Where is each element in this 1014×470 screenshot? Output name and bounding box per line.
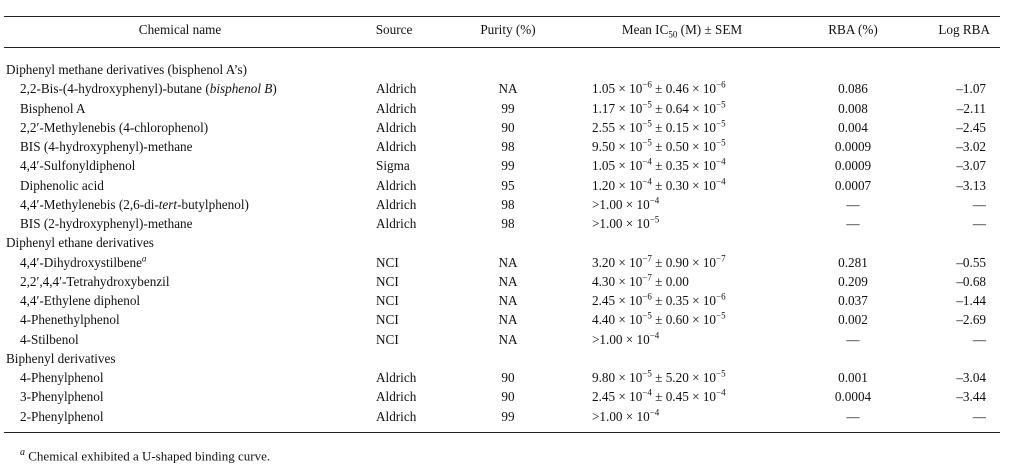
table-row bbox=[0, 272, 1014, 291]
cell-rba: 0.001 bbox=[838, 370, 868, 385]
table-row bbox=[0, 99, 1014, 118]
cell-ic50: $2.45 \times 10^{-4} \pm 0.45 \times 10^{-4}$ bbox=[592, 387, 726, 405]
cell-chemical-name: 4,4′-Sulfonyldiphenol bbox=[20, 158, 136, 174]
cell-ic50: $1.05 \times 10^{-6} \pm 0.46 \times 10^{-6}$ bbox=[592, 79, 726, 97]
cell-rba: 0.0004 bbox=[834, 389, 872, 405]
cell-ic50: $4.40 \times 10^{-5} \pm 0.60 \times 10^{-5}$ bbox=[592, 310, 726, 328]
cell-ic50: $9.80 \times 10^{-5} \pm 5.20 \times 10^{-5}$ bbox=[592, 368, 726, 385]
cell-rba: 0.037 bbox=[838, 293, 868, 308]
header-purity: Purity (%) bbox=[480, 22, 536, 37]
header-rba: RBA (%) bbox=[828, 22, 878, 37]
cell-purity: 98 bbox=[501, 216, 515, 231]
cell-source: Aldrich bbox=[376, 408, 417, 424]
cell-ic50: $>1.00 \times 10^{-4}$ bbox=[592, 330, 660, 347]
header-source: Source bbox=[375, 22, 413, 37]
cell-ic50: $1.20 \times 10^{-4} \pm 0.30 \times 10^{-4}$ bbox=[592, 176, 726, 193]
cell-rba: — bbox=[846, 408, 860, 424]
cell-chemical-name: Bisphenol A bbox=[20, 100, 86, 116]
cell-purity: 90 bbox=[501, 389, 515, 405]
top-rule bbox=[4, 16, 1000, 17]
cell-log-rba: –1.07 bbox=[956, 81, 986, 97]
cell-rba: 0.0007 bbox=[834, 177, 872, 193]
footnote bbox=[20, 444, 270, 465]
cell-chemical-name: Diphenolic acid bbox=[20, 177, 104, 193]
cell-chemical-name: 4-Phenylphenol bbox=[20, 370, 104, 385]
cell-log-rba: –3.13 bbox=[956, 177, 986, 193]
cell-chemical-name: 4,4′-Methylenebis (2,6-di-tert-butylphenol) bbox=[20, 196, 249, 212]
cell-purity: 90 bbox=[501, 119, 515, 135]
cell-rba: 0.209 bbox=[838, 273, 868, 289]
header-ic50: Mean $IC_{50}$ (M) ± SEM bbox=[621, 22, 743, 40]
header-rule bbox=[4, 47, 1000, 48]
table-row bbox=[0, 176, 1014, 195]
cell-purity: 99 bbox=[501, 158, 515, 174]
cell-rba: — bbox=[846, 196, 860, 212]
cell-source: Aldrich bbox=[376, 389, 417, 405]
cell-rba: — bbox=[846, 216, 860, 231]
footnote-text: Chemical exhibited a U-shaped binding curve. bbox=[28, 448, 271, 464]
cell-purity: 99 bbox=[501, 408, 515, 424]
cell-source: Aldrich bbox=[376, 81, 417, 97]
cell-source: Aldrich bbox=[376, 139, 417, 154]
cell-ic50: $2.55 \times 10^{-5} \pm 0.15 \times 10^{-5}$ bbox=[592, 118, 726, 135]
table-row bbox=[0, 156, 1014, 175]
cell-rba: 0.002 bbox=[838, 312, 868, 328]
group-heading bbox=[0, 349, 1014, 368]
cell-rba: 0.086 bbox=[838, 81, 868, 97]
group-heading bbox=[0, 60, 1014, 79]
cell-chemical-name: 3-Phenylphenol bbox=[20, 389, 104, 405]
table-row bbox=[0, 195, 1014, 214]
table-row bbox=[0, 79, 1014, 98]
cell-ic50: $4.30 \times 10^{-7} \pm 0.00$ bbox=[592, 272, 689, 289]
cell-source: Aldrich bbox=[376, 370, 417, 385]
table-row bbox=[0, 137, 1014, 156]
cell-log-rba: –1.44 bbox=[956, 293, 986, 308]
cell-chemical-name: 2,2-Bis-(4-hydroxyphenyl)-butane (bisphenol B) bbox=[20, 81, 277, 97]
cell-ic50: $>1.00 \times 10^{-4}$ bbox=[592, 407, 660, 424]
header-log-rba: Log RBA bbox=[938, 22, 990, 37]
cell-purity: 90 bbox=[501, 370, 515, 385]
cell-purity: 98 bbox=[501, 196, 515, 212]
cell-source: Sigma bbox=[376, 158, 410, 174]
cell-log-rba: –2.45 bbox=[956, 119, 986, 135]
table-row bbox=[0, 214, 1014, 233]
cell-ic50: $9.50 \times 10^{-5} \pm 0.50 \times 10^{-5}$ bbox=[592, 137, 726, 154]
cell-source: NCI bbox=[376, 331, 399, 347]
group-title: Diphenyl methane derivatives (bisphenol A’s) bbox=[6, 62, 247, 77]
cell-source: NCI bbox=[376, 312, 399, 328]
cell-source: Aldrich bbox=[376, 100, 417, 116]
cell-purity: NA bbox=[498, 81, 518, 97]
table-header bbox=[0, 19, 1014, 41]
cell-ic50: $>1.00 \times 10^{-5}$ bbox=[592, 214, 660, 231]
cell-rba: 0.281 bbox=[838, 254, 868, 270]
table-row bbox=[0, 407, 1014, 426]
group-title: Diphenyl ethane derivatives bbox=[6, 235, 154, 251]
cell-purity: 99 bbox=[501, 100, 515, 116]
table-row bbox=[0, 253, 1014, 272]
cell-log-rba: –3.04 bbox=[956, 370, 986, 385]
cell-chemical-name: 4-Stilbenol bbox=[20, 331, 79, 347]
cell-source: NCI bbox=[376, 273, 399, 289]
cell-rba: — bbox=[846, 331, 860, 347]
cell-purity: NA bbox=[498, 273, 518, 289]
footnote-mark: a bbox=[20, 447, 25, 458]
cell-rba: 0.0009 bbox=[834, 158, 872, 174]
cell-rba: 0.004 bbox=[838, 119, 868, 135]
cell-source: Aldrich bbox=[376, 196, 417, 212]
table-row bbox=[0, 310, 1014, 329]
header-chemical-name: Chemical name bbox=[138, 22, 222, 37]
cell-purity: NA bbox=[498, 312, 518, 328]
cell-source: NCI bbox=[376, 254, 399, 270]
cell-ic50: $>1.00 \times 10^{-4}$ bbox=[592, 195, 660, 212]
cell-log-rba: –2.11 bbox=[956, 100, 986, 116]
cell-purity: 95 bbox=[501, 177, 515, 193]
cell-log-rba: –0.55 bbox=[956, 254, 986, 270]
group-title: Biphenyl derivatives bbox=[6, 350, 116, 366]
cell-log-rba: –3.02 bbox=[956, 139, 986, 154]
table-row bbox=[0, 387, 1014, 406]
table-row bbox=[0, 118, 1014, 137]
cell-purity: NA bbox=[498, 331, 518, 347]
cell-source: Aldrich bbox=[376, 177, 417, 193]
cell-ic50: $2.45 \times 10^{-6} \pm 0.35 \times 10^{-6}$ bbox=[592, 291, 726, 308]
cell-source: Aldrich bbox=[376, 119, 417, 135]
cell-log-rba: — bbox=[972, 408, 986, 424]
table-row bbox=[0, 368, 1014, 387]
cell-chemical-name: BIS (2-hydroxyphenyl)-methane bbox=[20, 216, 193, 231]
cell-log-rba: — bbox=[972, 196, 986, 212]
cell-purity: 98 bbox=[501, 139, 515, 154]
table-row bbox=[0, 330, 1014, 349]
cell-chemical-name: 2,2′-Methylenebis (4-chlorophenol) bbox=[20, 119, 209, 135]
cell-chemical-name: 4-Phenethylphenol bbox=[20, 312, 120, 328]
cell-source: NCI bbox=[376, 293, 399, 308]
cell-ic50: $3.20 \times 10^{-7} \pm 0.90 \times 10^{-7}$ bbox=[592, 253, 726, 270]
cell-rba: 0.0009 bbox=[834, 139, 872, 154]
bottom-rule bbox=[4, 432, 1000, 433]
cell-log-rba: — bbox=[972, 216, 986, 231]
cell-ic50: $1.05 \times 10^{-4} \pm 0.35 \times 10^{-4}$ bbox=[592, 156, 726, 174]
cell-log-rba: –3.44 bbox=[956, 389, 986, 405]
table-row bbox=[0, 291, 1014, 310]
cell-log-rba: –0.68 bbox=[956, 273, 986, 289]
cell-source: Aldrich bbox=[376, 216, 417, 231]
cell-log-rba: –3.07 bbox=[956, 158, 986, 174]
cell-log-rba: –2.69 bbox=[956, 312, 986, 328]
cell-chemical-name: BIS (4-hydroxyphenyl)-methane bbox=[20, 139, 193, 154]
group-heading bbox=[0, 233, 1014, 252]
cell-chemical-name: 4,4′-Ethylene diphenol bbox=[20, 293, 141, 308]
cell-log-rba: — bbox=[972, 331, 986, 347]
cell-purity: NA bbox=[498, 254, 518, 270]
cell-chemical-name: 2,2′,4,4′-Tetrahydroxybenzil bbox=[20, 273, 170, 289]
cell-ic50: $1.17 \times 10^{-5} \pm 0.64 \times 10^{-5}$ bbox=[592, 99, 726, 116]
cell-rba: 0.008 bbox=[838, 100, 868, 116]
cell-chemical-name: 2-Phenylphenol bbox=[20, 408, 104, 424]
cell-purity: NA bbox=[498, 293, 518, 308]
cell-chemical-name: 4,4′-Dihydroxystilbene$^a$ bbox=[20, 253, 147, 270]
